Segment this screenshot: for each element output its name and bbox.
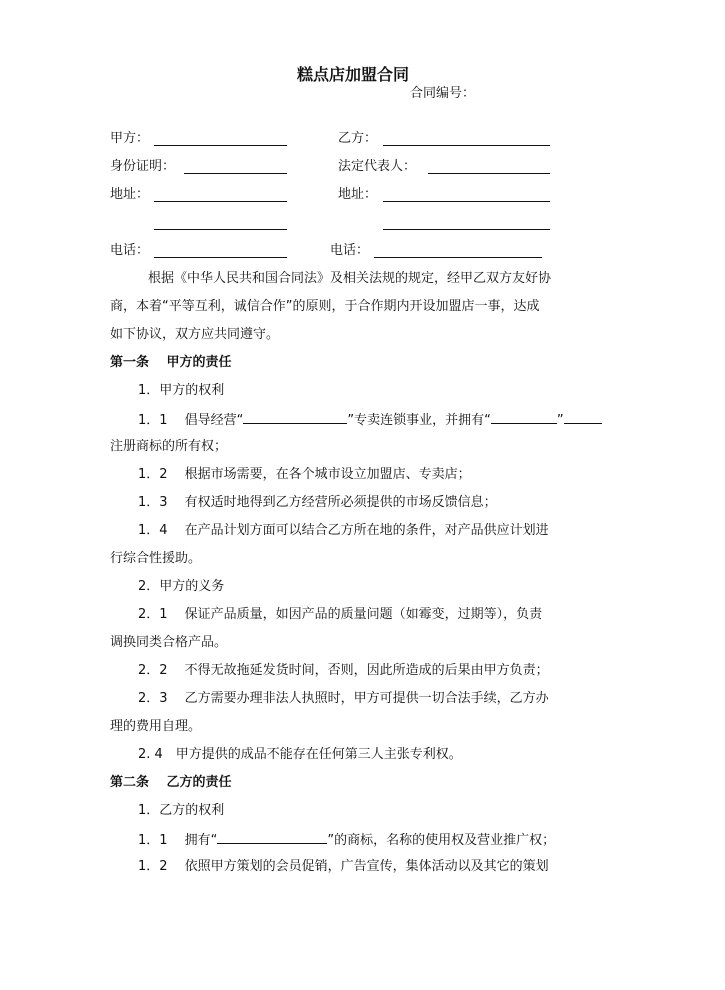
clause-2-1-line-2: 调换同类合格产品。 [110,635,228,650]
clause-1-4-line-2: 行综合性援助。 [110,551,202,566]
intro-line-3: 如下协议，双方应共同遵守。 [110,327,280,342]
article-2-section-1: 1．乙方的权利 [138,803,225,818]
legal-rep-field[interactable] [428,173,550,174]
address-a-field[interactable] [154,201,287,202]
clause-2-3-line-1: 2．3 乙方需要办理非法人执照时，甲方可提供一切合法手续，乙方办 [138,691,549,706]
legal-rep-label: 法定代表人： [338,159,417,174]
clause-1-4-line-1: 1．4 在产品计划方面可以结合乙方所在地的条件，对产品供应计划进 [138,523,549,538]
address-b-field-line2[interactable] [383,229,550,230]
article-1-section-2: 2．甲方的义务 [138,579,225,594]
address-b-field[interactable] [383,201,550,202]
clause-2-2: 2．2 不得无故拖延发货时间，否则，因此所造成的后果由甲方负责； [138,663,549,678]
phone-b-label: 电话： [330,243,370,258]
clause-b-1-2: 1．2 依照甲方策划的会员促销，广告宣传，集体活动以及其它的策划 [138,859,549,874]
id-field[interactable] [184,173,287,174]
clause-1-1-line-1 [138,411,602,429]
clause-2-1-line-1: 2．1 保证产品质量，如因产品的质量问题（如霉变，过期等），负责 [138,607,543,622]
clause-1-3: 1．3 有权适时地得到乙方经营所必须提供的市场反馈信息； [138,495,497,510]
address-a-field-line2[interactable] [154,229,287,230]
phone-b-field[interactable] [374,257,542,258]
party-b-field[interactable] [383,145,550,146]
clause-b-1-1-part-a: 1．1 拥有“ [138,833,218,848]
intro-line-2: 商，本着“平等互利，诚信合作”的原则，于合作期内开设加盟店一事，达成 [110,299,540,314]
address-a-label: 地址： [110,187,150,202]
clause-b-1-1-part-b: ”的商标，名称的使用权及营业推广权； [327,833,556,848]
phone-a-field[interactable] [154,257,287,258]
phone-a-label: 电话： [110,243,150,258]
article-1-heading: 第一条 甲方的责任 [110,355,232,370]
clause-1-2: 1．2 根据市场需要，在各个城市设立加盟店、专卖店； [138,467,471,482]
clause-b-1-1-blank[interactable] [217,831,327,844]
intro-line-1: 根据《中华人民共和国合同法》及相关法规的规定，经甲乙双方友好协 [148,271,552,286]
clause-1-1-blank-2[interactable] [491,411,557,424]
article-2-heading: 第二条 乙方的责任 [110,775,232,790]
clause-b-1-1 [138,831,555,849]
party-b-label: 乙方： [338,131,378,146]
clause-1-1-part-b: ”专卖连锁事业，并拥有“ [347,413,491,428]
document-title: 糕点店加盟合同 [297,65,410,84]
party-a-field[interactable] [154,145,287,146]
clause-1-1-part-c: ” [556,413,564,428]
clause-2-3-line-2: 理的费用自理。 [110,719,202,734]
address-b-label: 地址： [338,187,378,202]
clause-1-1-part-a: 1．1 倡导经营“ [138,413,244,428]
clause-2-4: 2. 4 甲方提供的成品不能存在任何第三人主张专利权。 [138,747,462,762]
article-1-section-1: 1．甲方的权利 [138,383,225,398]
clause-1-1-line-2: 注册商标的所有权； [110,439,228,454]
clause-1-1-blank-1[interactable] [243,411,347,424]
party-a-label: 甲方： [110,131,150,146]
contract-number-label: 合同编号： [410,86,476,101]
clause-1-1-blank-3[interactable] [564,411,602,424]
id-label: 身份证明： [110,159,176,174]
